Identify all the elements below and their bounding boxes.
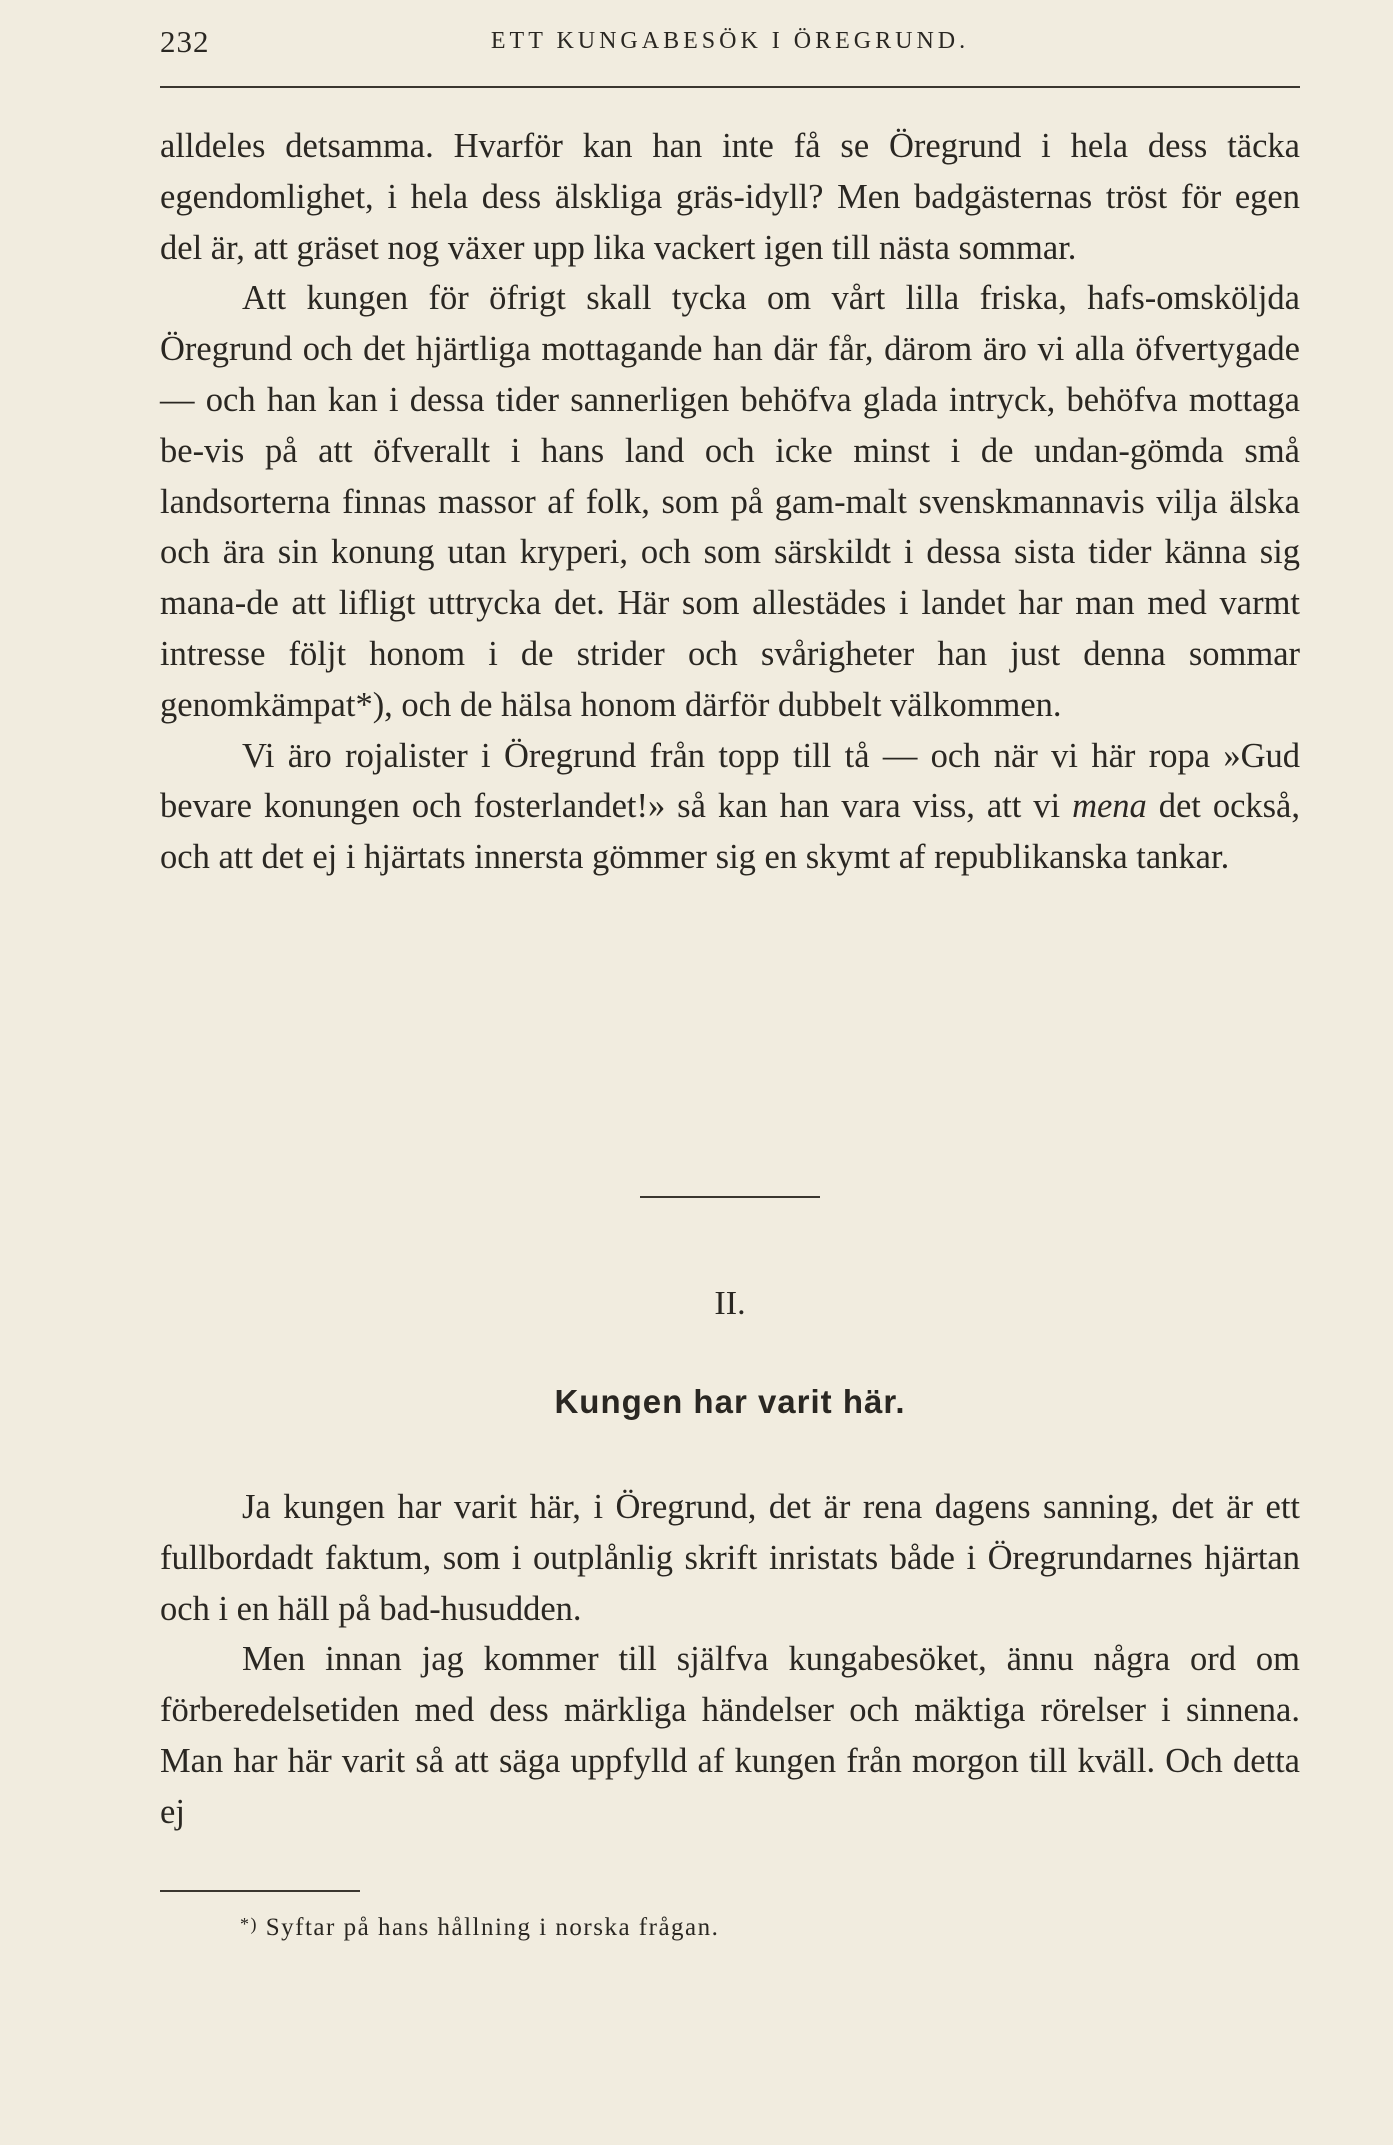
running-title: ETT KUNGABESÖK I ÖREGRUND. bbox=[490, 28, 970, 54]
paragraph-1: alldeles detsamma. Hvarför kan han inte få se Öregrund i hela dess täcka egendomlighet, i hela dess älskliga gräs-idyll? Men badgästernas tröst för egen del är, att gräset nog växer upp lika vackert igen till nästa sommar. bbox=[160, 127, 1300, 267]
chapter-title: Kungen har varit här. bbox=[554, 1383, 906, 1420]
page-number: 232 bbox=[160, 24, 210, 59]
paragraph-3-start: Vi äro rojalister i Öregrund från topp till tå — och när vi här ropa »Gud bevare konungen och fosterlandet!» så kan han vara viss, att vi bbox=[160, 736, 1300, 826]
footnote-marker: *) bbox=[240, 1914, 258, 1934]
emphasized-word: mena bbox=[1072, 787, 1147, 826]
paragraph-4: Ja kungen har varit här, i Öregrund, det är rena dagens sanning, det är ett fullbordadt faktum, som i outplånlig skrift inristats både i Öregrundarnes hjärtan och i en häll på bad-husudden. bbox=[160, 1488, 1300, 1628]
section-two-text bbox=[160, 1482, 1300, 1838]
paragraph-3-end: det också, och att det ej i hjärtats innersta gömmer sig en skymt af republikanska tankar. bbox=[160, 787, 1300, 877]
footnote bbox=[240, 1914, 1300, 1942]
section-one-text bbox=[160, 121, 1300, 883]
paragraph-2: Att kungen för öfrigt skall tycka om vårt lilla friska, hafs-omsköljda Öregrund och det hjärtliga mottagande han där får, därom äro vi alla öfvertygade — och han kan i dessa tider sannerligen behöfva glada intryck, behöfva mottaga be-vis på att öfverallt i hans land och icke minst i de undan-gömda små landsorterna finnas massor af folk, som på gam-malt svenskmannavis vilja älska och ära sin konung utan kryperi, och som särskildt i dessa sista tider känna sig mana-de att lifligt uttrycka det. Här som allestädes i landet har man med varmt intresse följt honom i de strider och svårigheter han just denna sommar genomkämpat*), och de hälsa honom därför dubbelt välkommen. bbox=[160, 279, 1300, 724]
footnote-text: Syftar på hans hållning i norska frågan. bbox=[265, 1914, 720, 1941]
running-head bbox=[160, 24, 1300, 64]
book-page bbox=[160, 0, 1300, 2145]
chapter-number: II. bbox=[714, 1285, 746, 1322]
paragraph-5: Men innan jag kommer till själfva kungabesöket, ännu några ord om förberedelsetiden med dess märkliga händelser och mäktiga rörelser i sinnena. Man har här varit så att säga uppfylld af kungen från morgon till kväll. Och detta ej bbox=[160, 1640, 1300, 1831]
paragraph-3 bbox=[160, 731, 1300, 883]
section-separator-rule bbox=[640, 1196, 820, 1198]
header-rule bbox=[160, 86, 1300, 88]
footnote-rule bbox=[160, 1890, 360, 1892]
